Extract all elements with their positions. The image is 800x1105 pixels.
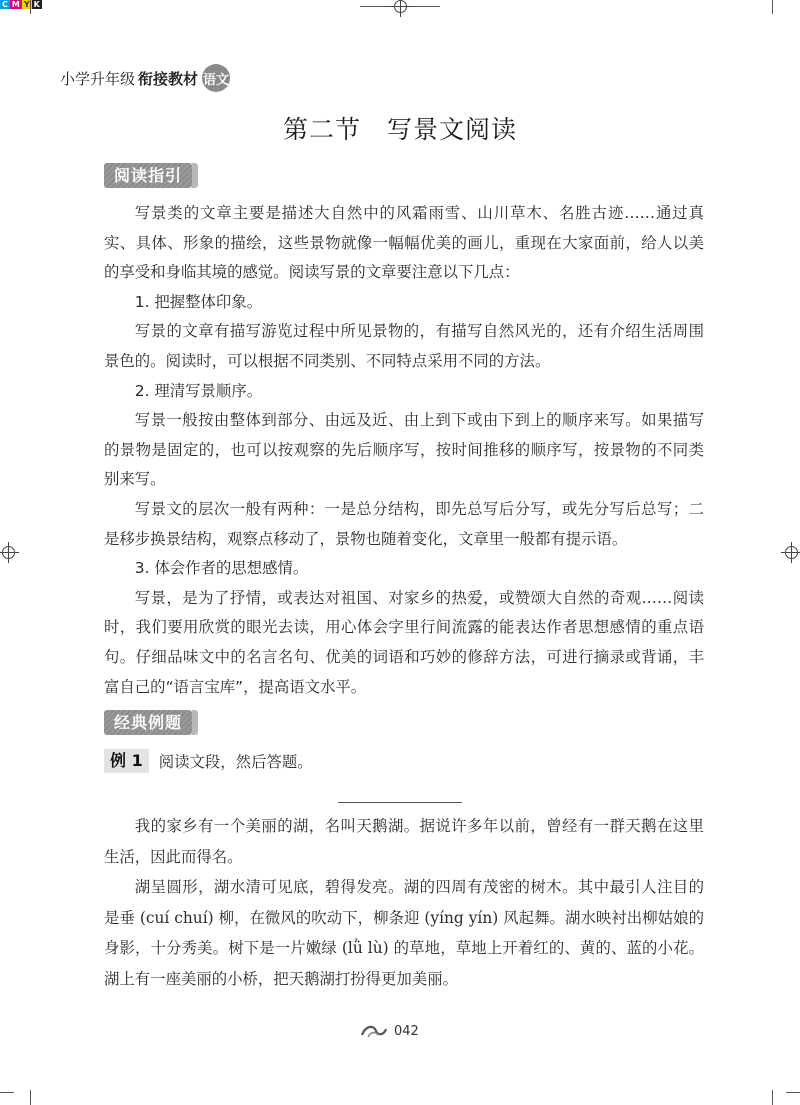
reading-passage: [104, 811, 704, 994]
book-header: [60, 64, 230, 92]
reading-guide-body: [104, 199, 704, 702]
cmyk-m: M: [11, 0, 20, 9]
guide-point-1-text: 写景的文章有描写游览过程中所见景物的，有描写自然风光的，还有介绍生活周围景色的。阅读时，可以根据不同类别、不同特点采用不同的方法。: [104, 322, 704, 370]
crop-mark-bottom-right-h: [786, 1092, 800, 1093]
cmyk-c: C: [2, 0, 8, 9]
example-1: [104, 749, 313, 773]
crop-mark-top-left: [30, 0, 31, 14]
example-instruction: 阅读文段，然后答题。: [158, 753, 313, 771]
guide-point-2-structure: 写景文的层次一般有两种：一是总分结构，即先总写后分写，或先分写后总写；二是移步换景结构，观察点移动了，景物也随着变化，文章里一般都有提示语。: [104, 499, 704, 548]
section-number: 第二节: [282, 115, 361, 144]
book-series: 小学升年级: [60, 69, 136, 88]
cmyk-y: Y: [23, 0, 30, 9]
page-footer: [360, 1023, 419, 1039]
subject-badge: 语文: [202, 64, 230, 92]
guide-point-3-heading: 3. 体会作者的思想感情。: [134, 559, 309, 578]
registration-mark-right: [785, 546, 798, 559]
passage-paragraph-1: 我的家乡有一个美丽的湖，名叫天鹅湖。据说许多年以前，曾经有一群天鹅在这里生活，因此而得名。: [104, 817, 704, 866]
guide-point-1-heading: 1. 把握整体印象。: [134, 292, 263, 311]
crop-mark-bottom-left: [30, 1090, 31, 1105]
crop-mark-bottom-left-h: [0, 1092, 14, 1093]
guide-point-2-heading: 2. 理清写景顺序。: [134, 381, 263, 400]
book-series-bold: 衔接教材: [138, 69, 199, 88]
passage-divider: [338, 802, 462, 803]
cmyk-k: K: [33, 0, 40, 9]
page-number: 042: [394, 1023, 419, 1039]
section-title: [0, 110, 800, 146]
crop-mark-top-right: [772, 0, 773, 14]
cmyk-color-bar: [0, 0, 42, 9]
guide-point-2-text: 写景一般按由整体到部分、由远及近、由上到下或由下到上的顺序来写。如果描写的景物是固定的，也可以按观察的先后顺序写，按时间推移的顺序写，按景物的不同类别来写。: [104, 411, 704, 489]
guide-paragraph-intro: 写景类的文章主要是描述大自然中的风霜雨雪、山川草木、名胜古迹……通过真实、具体、形象的描绘，这些景物就像一幅幅优美的画儿，重现在大家面前，给人以美的享受和身临其境的感觉。阅读写景的文章要注意以下几点：: [104, 204, 704, 282]
registration-mark-left: [2, 546, 15, 559]
guide-point-3-text: 写景，是为了抒情，或表达对祖国、对家乡的热爱，或赞颂大自然的奇观……阅读时，我们要用欣赏的眼光去读，用心体会字里行间流露的能表达作者思想感情的重点语句。仔细品味文中的名言名句、优美的词语和巧妙的修辞方法，可进行摘录或背诵，丰富自己的“语言宝库”，提高语文水平。: [104, 588, 704, 696]
example-tag: 例 1: [104, 749, 149, 773]
section-name: 写景文阅读: [387, 115, 518, 144]
page-swirl-icon: [360, 1023, 388, 1039]
crop-mark-bottom-right: [772, 1090, 773, 1105]
reading-guide-label: 阅读指引: [104, 163, 192, 188]
passage-paragraph-2: 湖呈圆形，湖水清可见底，碧得发亮。湖的四周有茂密的树木。其中最引人注目的是垂 (cuí chuí) 柳，在微风的吹动下，柳条迎 (yíng yín) 风起舞。湖水映衬出柳姑娘的身影，十分秀美。树下是一片嫩绿 (lǜ lù) 的草地，草地上开着红的、黄的、蓝的小花。湖上有一座美丽的小桥，把天鹅湖打扮得更加美丽。: [104, 878, 704, 988]
registration-mark-top: [394, 0, 407, 13]
classic-examples-label: 经典例题: [104, 710, 192, 735]
